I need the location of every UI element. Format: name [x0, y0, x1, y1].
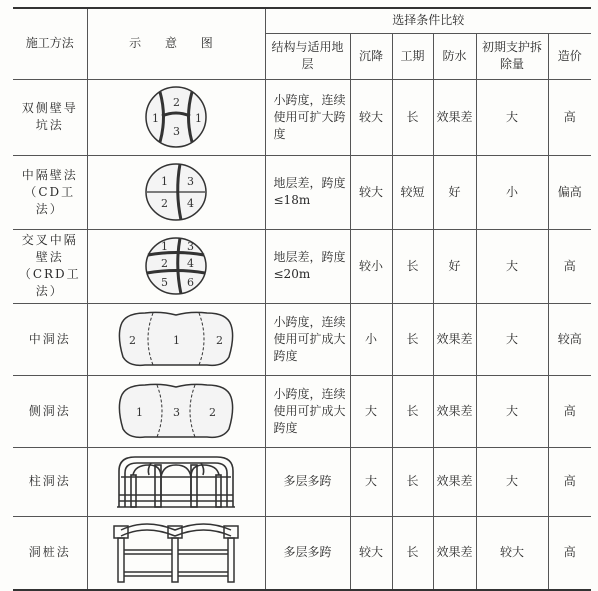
cost-cell: 高 — [548, 516, 591, 590]
duration-cell: 长 — [392, 375, 433, 447]
header-waterproof: 防水 — [433, 33, 476, 79]
method-cell: 双侧壁导坑法 — [13, 79, 87, 155]
figure-label: 2 — [209, 406, 216, 419]
figure-label: 1 — [136, 406, 143, 419]
duration-cell: 长 — [392, 229, 433, 303]
figure-label: 1 — [161, 175, 168, 188]
table-row — [13, 229, 591, 303]
header-settlement: 沉降 — [350, 33, 392, 79]
method-cell: 侧洞法 — [13, 375, 87, 447]
figure-label: 3 — [187, 240, 194, 253]
cost-cell: 较高 — [548, 303, 591, 375]
waterproof-cell: 效果差 — [433, 375, 476, 447]
method-cell: 交叉中隔壁法（CRD工法） — [13, 229, 87, 303]
comparison-table — [13, 7, 591, 591]
cost-cell: 偏高 — [548, 155, 591, 229]
settlement-cell: 较大 — [350, 155, 392, 229]
settlement-cell: 较大 — [350, 79, 392, 155]
cost-cell: 高 — [548, 229, 591, 303]
cost-cell: 高 — [548, 375, 591, 447]
pile-drift-diagram — [106, 520, 246, 586]
figure-label: 2 — [173, 96, 180, 109]
crd-method-diagram — [131, 233, 221, 299]
pillar-drift-diagram — [111, 451, 241, 513]
structure-cell: 小跨度，连续使用可扩成大跨度 — [265, 303, 350, 375]
removal-cell: 大 — [476, 79, 548, 155]
duration-cell: 较短 — [392, 155, 433, 229]
structure-cell: 地层差，跨度≤20m — [265, 229, 350, 303]
table-row — [13, 155, 591, 229]
figure-label: 3 — [173, 125, 180, 138]
header-structure: 结构与适用地层 — [265, 33, 350, 79]
structure-cell: 小跨度，连续使用可扩大跨度 — [265, 79, 350, 155]
structure-cell: 多层多跨 — [265, 516, 350, 590]
figure-label: 2 — [161, 257, 168, 270]
figure-label: 1 — [173, 334, 180, 347]
structure-cell: 小跨度，连续使用可扩成大跨度 — [265, 375, 350, 447]
center-drift-diagram — [111, 307, 241, 371]
table-row — [13, 79, 591, 155]
figure-label: 1 — [195, 112, 202, 125]
settlement-cell: 较小 — [350, 229, 392, 303]
header-removal: 初期支护拆除量 — [476, 33, 548, 79]
table-row — [13, 447, 591, 516]
method-cell: 中隔壁法（CD工法） — [13, 155, 87, 229]
diagram-cell — [87, 447, 265, 516]
diagram-cell — [87, 303, 265, 375]
removal-cell: 大 — [476, 375, 548, 447]
figure-label: 5 — [161, 276, 168, 289]
waterproof-cell: 效果差 — [433, 516, 476, 590]
figure-label: 2 — [161, 197, 168, 210]
structure-cell: 多层多跨 — [265, 447, 350, 516]
figure-label: 2 — [216, 334, 223, 347]
waterproof-cell: 好 — [433, 229, 476, 303]
figure-label: 4 — [187, 257, 194, 270]
diagram-cell — [87, 79, 265, 155]
figure-label: 2 — [129, 334, 136, 347]
figure-label: 1 — [152, 112, 159, 125]
waterproof-cell: 好 — [433, 155, 476, 229]
diagram-cell — [87, 375, 265, 447]
removal-cell: 大 — [476, 229, 548, 303]
header-duration: 工期 — [392, 33, 433, 79]
removal-cell: 小 — [476, 155, 548, 229]
settlement-cell: 大 — [350, 447, 392, 516]
diagram-cell — [87, 516, 265, 590]
structure-cell: 地层差，跨度≤18m — [265, 155, 350, 229]
header-diagram: 示 意 图 — [87, 8, 265, 79]
waterproof-cell: 效果差 — [433, 79, 476, 155]
method-cell: 洞桩法 — [13, 516, 87, 590]
double-side-drift-diagram — [131, 82, 221, 152]
figure-label: 4 — [187, 197, 194, 210]
duration-cell: 长 — [392, 79, 433, 155]
settlement-cell: 大 — [350, 375, 392, 447]
table-row — [13, 375, 591, 447]
removal-cell: 大 — [476, 447, 548, 516]
cost-cell: 高 — [548, 79, 591, 155]
diagram-cell — [87, 229, 265, 303]
table-row — [13, 516, 591, 590]
figure-label: 6 — [187, 276, 194, 289]
waterproof-cell: 效果差 — [433, 447, 476, 516]
removal-cell: 大 — [476, 303, 548, 375]
duration-cell: 长 — [392, 447, 433, 516]
removal-cell: 较大 — [476, 516, 548, 590]
duration-cell: 长 — [392, 303, 433, 375]
cd-method-diagram — [131, 159, 221, 225]
figure-label: 3 — [187, 175, 194, 188]
diagram-cell — [87, 155, 265, 229]
header-cost: 造价 — [548, 33, 591, 79]
side-drift-diagram — [111, 379, 241, 443]
header-group: 选择条件比较 — [265, 8, 591, 33]
method-cell: 柱洞法 — [13, 447, 87, 516]
table-row — [13, 303, 591, 375]
method-cell: 中洞法 — [13, 303, 87, 375]
cost-cell: 高 — [548, 447, 591, 516]
header-method: 施工方法 — [13, 8, 87, 79]
figure-label: 3 — [173, 406, 180, 419]
duration-cell: 长 — [392, 516, 433, 590]
waterproof-cell: 效果差 — [433, 303, 476, 375]
settlement-cell: 较大 — [350, 516, 392, 590]
settlement-cell: 小 — [350, 303, 392, 375]
figure-label: 1 — [161, 240, 168, 253]
